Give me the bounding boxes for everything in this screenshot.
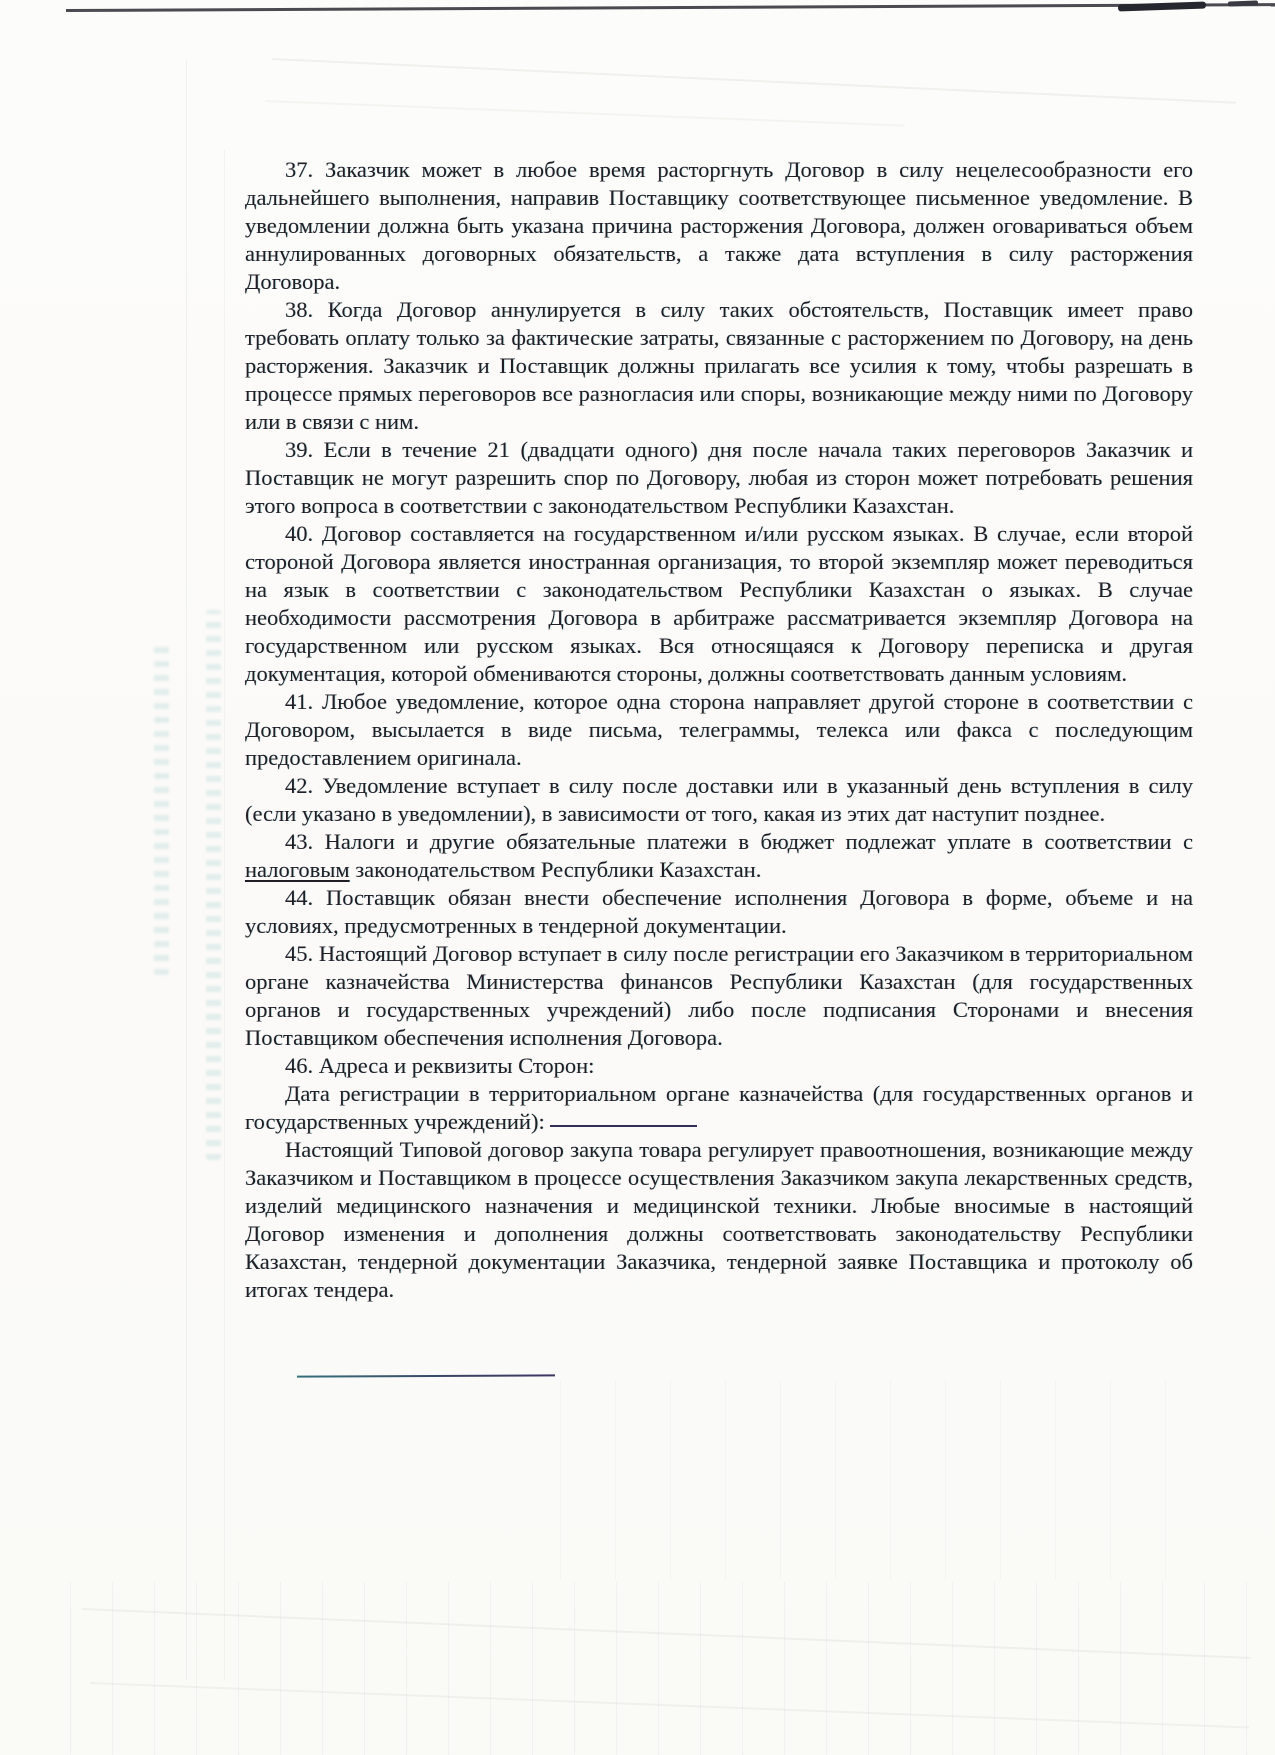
contract-paragraph xyxy=(245,156,1193,296)
paragraph-text: 39. Если в течение 21 (двадцати одного) дня после начала таких переговоров Заказчик и Поставщик не могут разрешить спор по Договору, любая из сторон может потребовать решения этого вопроса в соответствии с законодательством Республики Казахстан. xyxy=(245,437,1193,518)
bleedthrough-line xyxy=(82,1608,1251,1659)
paragraph-text: 46. Адреса и реквизиты Сторон: xyxy=(285,1053,595,1078)
paragraph-text: 42. Уведомление вступает в силу после доставки или в указанный день вступления в силу (если указано в уведомлении), в зависимости от того, какая из этих дат наступит позднее. xyxy=(245,773,1193,826)
contract-paragraph xyxy=(245,1080,1193,1136)
paragraph-text: 44. Поставщик обязан внести обеспечение исполнения Договора в форме, объеме и на условиях, предусмотренных в тендерной документации. xyxy=(245,885,1193,938)
contract-paragraph xyxy=(245,828,1193,884)
paragraph-text: 43. Налоги и другие обязательные платежи в бюджет подлежат уплате в соответствии с xyxy=(285,829,1193,854)
paragraph-text: Настоящий Типовой договор закупа товара регулирует правоотношения, возникающие между Заказчиком и Поставщиком в процессе осуществления Заказчиком закупа лекарственных средств, изделий медицинского назначения и медицинской техники. Любые вносимые в настоящий Договор изменения и дополнения должны соответствовать законодательству Республики Казахстан, тендерной документации Заказчика, тендерной заявке Поставщика и протоколу об итогах тендера. xyxy=(245,1137,1193,1302)
contract-paragraph xyxy=(245,436,1193,520)
bleedthrough-table-grid xyxy=(70,1582,1270,1755)
contract-paragraph xyxy=(245,1136,1193,1304)
bleedthrough-text-column xyxy=(154,645,169,975)
paragraph-text: 40. Договор составляется на государственном и/или русском языках. В случае, если второй стороной Договора является иностранная организация, то второй экземпляр может переводиться на язык в соответствии с законодательством Республики Казахстан о языках. В случае необходимости рассмотрения Договора в арбитраже рассматривается экземпляр Договора на государственном или русском языках. Вся относящаяся к Договору переписка и другая документация, которой обмениваются стороны, должны соответствовать данным условиям. xyxy=(245,521,1193,686)
bleedthrough-line xyxy=(90,1682,1249,1729)
scan-top-edge-smudge xyxy=(1228,0,1258,6)
paragraph-text: 45. Настоящий Договор вступает в силу после регистрации его Заказчиком в территориальном органе казначейства Министерства финансов Республики Казахстан (для государственных органов и государственных учреждений) либо после подписания Сторонами и внесения Поставщиком обеспечения исполнения Договора. xyxy=(245,941,1193,1050)
contract-paragraph xyxy=(245,520,1193,688)
bleedthrough-line xyxy=(272,58,1236,104)
contract-paragraphs xyxy=(245,156,1193,1304)
paragraph-text: налоговым xyxy=(245,857,350,882)
paragraph-text: Дата регистрации в территориальном органе казначейства (для государственных органов и государственных учреждений): xyxy=(245,1081,1193,1134)
contract-paragraph xyxy=(245,1052,1193,1080)
bleedthrough-table-grid xyxy=(560,1380,1180,1580)
bleedthrough-line xyxy=(224,150,225,1680)
scan-top-edge-line xyxy=(66,3,1275,12)
fill-in-blank xyxy=(550,1123,697,1127)
contract-paragraph xyxy=(245,296,1193,436)
contract-paragraph xyxy=(245,884,1193,940)
paragraph-text: 37. Заказчик может в любое время расторгнуть Договор в силу нецелесообразности его дальнейшего выполнения, направив Поставщику соответствующее письменное уведомление. В уведомлении должна быть указана причина расторжения Договора, должен оговариваться объем аннулированных договорных обязательств, а также дата вступления в силу расторжения Договора. xyxy=(245,157,1193,294)
bleedthrough-line xyxy=(265,100,905,127)
contract-paragraph xyxy=(245,688,1193,772)
bleedthrough-line xyxy=(186,60,187,1680)
signature-line xyxy=(297,1374,555,1377)
contract-paragraph xyxy=(245,940,1193,1052)
bleedthrough-text-column xyxy=(206,610,221,1160)
paragraph-text: 41. Любое уведомление, которое одна сторона направляет другой стороне в соответствии с Договором, высылается в виде письма, телеграммы, телекса или факса с последующим предоставлением оригинала. xyxy=(245,689,1193,770)
paragraph-text: законодательством Республики Казахстан. xyxy=(349,857,762,882)
paragraph-text: 38. Когда Договор аннулируется в силу таких обстоятельств, Поставщик имеет право требовать оплату только за фактические затраты, связанные с расторжением по Договору, на день расторжения. Заказчик и Поставщик должны прилагать все усилия к тому, чтобы разрешать в процессе прямых переговоров все разногласия или споры, возникающие между ними по Договору или в связи с ним. xyxy=(245,297,1193,434)
contract-paragraph xyxy=(245,772,1193,828)
